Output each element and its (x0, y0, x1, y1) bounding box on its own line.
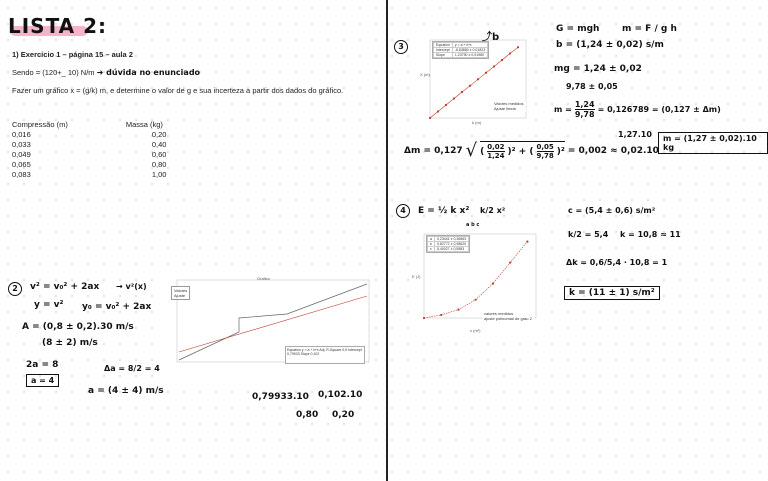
data-table (12, 120, 166, 180)
arrow-icon: ➜ (96, 68, 107, 77)
table-header (12, 120, 166, 130)
data-point (475, 299, 477, 301)
q2-eq2: y = v² (34, 300, 64, 310)
q3-m-eq: m = F / g h (622, 24, 677, 34)
data-point (477, 78, 479, 80)
q4-ylabel: E (J) (412, 274, 421, 279)
q2-val2b: 0,20 (332, 410, 355, 420)
data-point (453, 97, 455, 99)
data-point (423, 317, 425, 319)
exercise-line2: Fazer um gráfico x = (g/k) m, e determine o valor de g e sua incerteza a partir dos dados do gráfico. (12, 86, 344, 95)
q2-delta-a: Δa = 8/2 = 4 (104, 364, 160, 373)
q3-b-mark: ⤴b (482, 32, 500, 43)
q3-result-box: m = (1,27 ± 0,02).10 kg (658, 132, 768, 154)
data-table-wrap (12, 120, 166, 180)
q2-two-a: 2a = 8 (26, 360, 59, 370)
q4-legend: valores medidos ajuste polinomial de grau 2 (484, 311, 532, 321)
q2-legend: Valores Ajuste (171, 286, 190, 300)
data-point (485, 72, 487, 74)
data-point (461, 91, 463, 93)
exercise-line1: Sendo = (120+_ 10) N/m ➜ dúvida no enunciado (12, 68, 201, 77)
q4-stat-table: a 0,23441 ± 0,36563 b 0,82772 ± 0,98620 c 5,40027 ± 0,5583 (426, 235, 470, 253)
q4-result-box: k = (11 ± 1) s/m² (564, 286, 660, 300)
data-point (437, 110, 439, 112)
q2-eq1: v² = v₀² + 2ax (30, 282, 100, 292)
q2-a-sub: (8 ± 2) m/s (42, 338, 98, 348)
q3-stat-table: Equation y = a + b*x Intercept -8,83880 ± 0,01823 Slope 1,23790 ± 0,01980 (432, 41, 489, 59)
q3-dm: Δm = 0,127 √ ( 0,02 1,24 )² + ( 0,05 9,78 )² = 0,002 ≈ 0,02.10 (404, 140, 659, 161)
q4-number: 4 (396, 204, 410, 218)
q3-mg-sub: 9,78 ± 0,05 (566, 82, 618, 91)
fit-line (424, 242, 527, 318)
data-point (445, 104, 447, 106)
data-point (492, 283, 494, 285)
q4-c-value: c = (5,4 ± 0,6) s/m² (568, 206, 656, 215)
q3-chart (420, 36, 530, 128)
q2-a-result: a = (4 ± 4) m/s (88, 386, 164, 396)
q4-dk: Δk = 0,6/5,4 · 10,8 = 1 (566, 258, 668, 267)
q3-xlabel: k (m) (472, 120, 482, 125)
table-row: 0,083 1,00 (12, 170, 167, 179)
table-row: 0,049 0,60 (12, 150, 167, 159)
q4-xlabel: x (m²) (470, 328, 481, 333)
q3-number: 3 (394, 40, 408, 54)
q3-mg-eq: mg = 1,24 ± 0,02 (554, 64, 642, 74)
table-row: 0,065 0,80 (12, 160, 167, 169)
page-divider (386, 0, 388, 481)
data-point (469, 85, 471, 87)
data-point (509, 52, 511, 54)
title-block (8, 14, 107, 38)
q2-a-box: a = 4 (26, 374, 59, 387)
q3-m-calc: m = $\frac{1,24}{9,78}$ = 0,126789 = (0,127 ± Δm) (554, 100, 721, 119)
data-point (517, 46, 519, 48)
table-row: 0,016 0,20 (12, 130, 167, 139)
q2-a-value: A = (0,8 ± 0,2).30 m/s (22, 322, 134, 332)
col-compression: Compressão (m) (12, 120, 68, 129)
doubt-note: dúvida no enunciado (106, 68, 201, 77)
q4-eq: E = ½ k x² (418, 206, 470, 216)
q2-val1b: 0,80 (296, 410, 319, 420)
data-point (501, 59, 503, 61)
q2-val2: 0,102.10 (318, 390, 363, 400)
col-mass: Massa (kg) (125, 120, 163, 129)
table-row: 0,033 0,40 (12, 140, 167, 149)
q4-frac-label: k/2 x² (480, 206, 506, 215)
page-title: LISTA 2: (8, 14, 108, 38)
q3-ylabel: X (m) (420, 72, 430, 77)
q2-eq1b: → v²(x) (116, 282, 147, 291)
exercise-heading: 1) Exercício 1 – página 15 – aula 2 (12, 50, 133, 59)
q2-chart (167, 270, 374, 380)
q4-chart (410, 230, 542, 336)
q4-k-value: k = 10,8 ≈ 11 (620, 230, 681, 239)
q2-stat-box: Equation y = a + b*x Adj. R-Square 0,9 Intercept 0,79933 Slope 0,102 (285, 346, 365, 364)
q4-k-half: k/2 = 5,4 (568, 230, 609, 239)
data-point (429, 117, 431, 119)
q2-fit-line (179, 296, 367, 352)
data-point (440, 314, 442, 316)
q3-legend: Valores medidos Ajuste linear (494, 101, 524, 111)
q3-b-value: b = (1,24 ± 0,02) s/m (556, 40, 664, 50)
q3-exp-note: 1,27.10 (618, 130, 652, 139)
q2-eq2b: y₀ = v₀² + 2ax (82, 302, 152, 312)
arrow-icon: ⤴ (482, 32, 492, 43)
q2-number: 2 (8, 282, 22, 296)
data-point (526, 241, 528, 243)
data-point (457, 309, 459, 311)
q3-g-eq: G = mgh (556, 24, 600, 34)
q2-chart-title: Gráfico (257, 276, 270, 281)
q4-abc-label: a b c (466, 222, 480, 228)
data-point (509, 262, 511, 264)
data-point (493, 65, 495, 67)
q2-val1: 0,79933.10 (252, 392, 309, 402)
